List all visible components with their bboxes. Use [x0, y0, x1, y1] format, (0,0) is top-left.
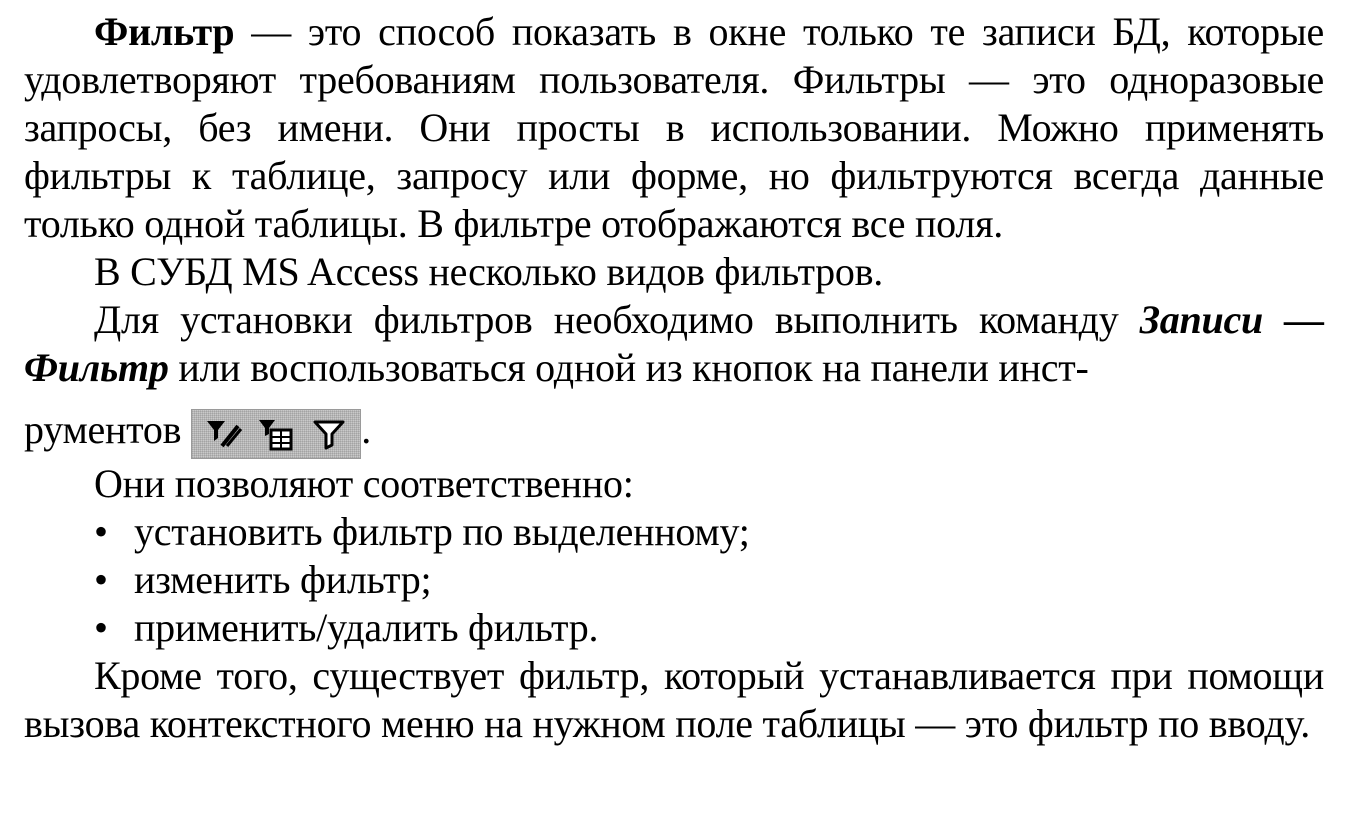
paragraph-filter-kinds: В СУБД MS Access несколько видов фильтров.: [94, 249, 884, 294]
paragraph-command: [24, 296, 1324, 392]
list-item-text: изменить фильтр;: [134, 557, 432, 602]
filter-actions-list: [24, 508, 1324, 652]
definition-text: — это способ показать в окне только те записи БД, которые удовлетворяют требованиям пользователя. Фильтры — это одноразовые запросы, без имени. Они просты в использовании. Можно применять фильтры к таблице, запросу или форме, но фильтруются всегда данные только одной таблицы. В фильтре отображаются все поля.: [24, 9, 1324, 246]
change-filter-icon: [256, 416, 296, 452]
paragraph-definition: [24, 8, 1324, 248]
toolbar-line-period: .: [361, 407, 372, 452]
list-item-text: установить фильтр по выделенному;: [134, 509, 750, 554]
apply-filter-icon: [309, 416, 349, 452]
apply-filter-button[interactable]: [308, 415, 351, 453]
document-page: [24, 8, 1324, 748]
list-item: [24, 508, 1324, 556]
bullet: •: [94, 509, 108, 554]
bullet: •: [94, 557, 108, 602]
list-item: [24, 604, 1324, 652]
filter-by-selection-button[interactable]: [202, 415, 245, 453]
change-filter-button[interactable]: [255, 415, 298, 453]
list-item: [24, 556, 1324, 604]
toolbar-line-text: рументов: [24, 407, 182, 452]
toolbar-line: [24, 400, 1324, 460]
paragraph-input-filter: Кроме того, существует фильтр, который устанавливается при помощи вызова контекстного меню на нужном поле таблицы — это фильтр по вводу.: [24, 653, 1324, 746]
command-name: Записи — Фильтр: [24, 297, 1325, 390]
bullet: •: [94, 605, 108, 650]
command-text-before: Для установки фильтров необходимо выполнить команду: [94, 297, 1140, 342]
list-item-text: применить/удалить фильтр.: [134, 605, 599, 650]
filter-by-selection-icon: [204, 416, 244, 452]
command-text-after: или воспользоваться одной из кнопок на панели инст-: [168, 345, 1089, 390]
filter-toolbar: [191, 409, 361, 459]
paragraph-they-allow: Они позволяют соответственно:: [94, 461, 634, 506]
term-filter: Фильтр: [94, 9, 235, 54]
